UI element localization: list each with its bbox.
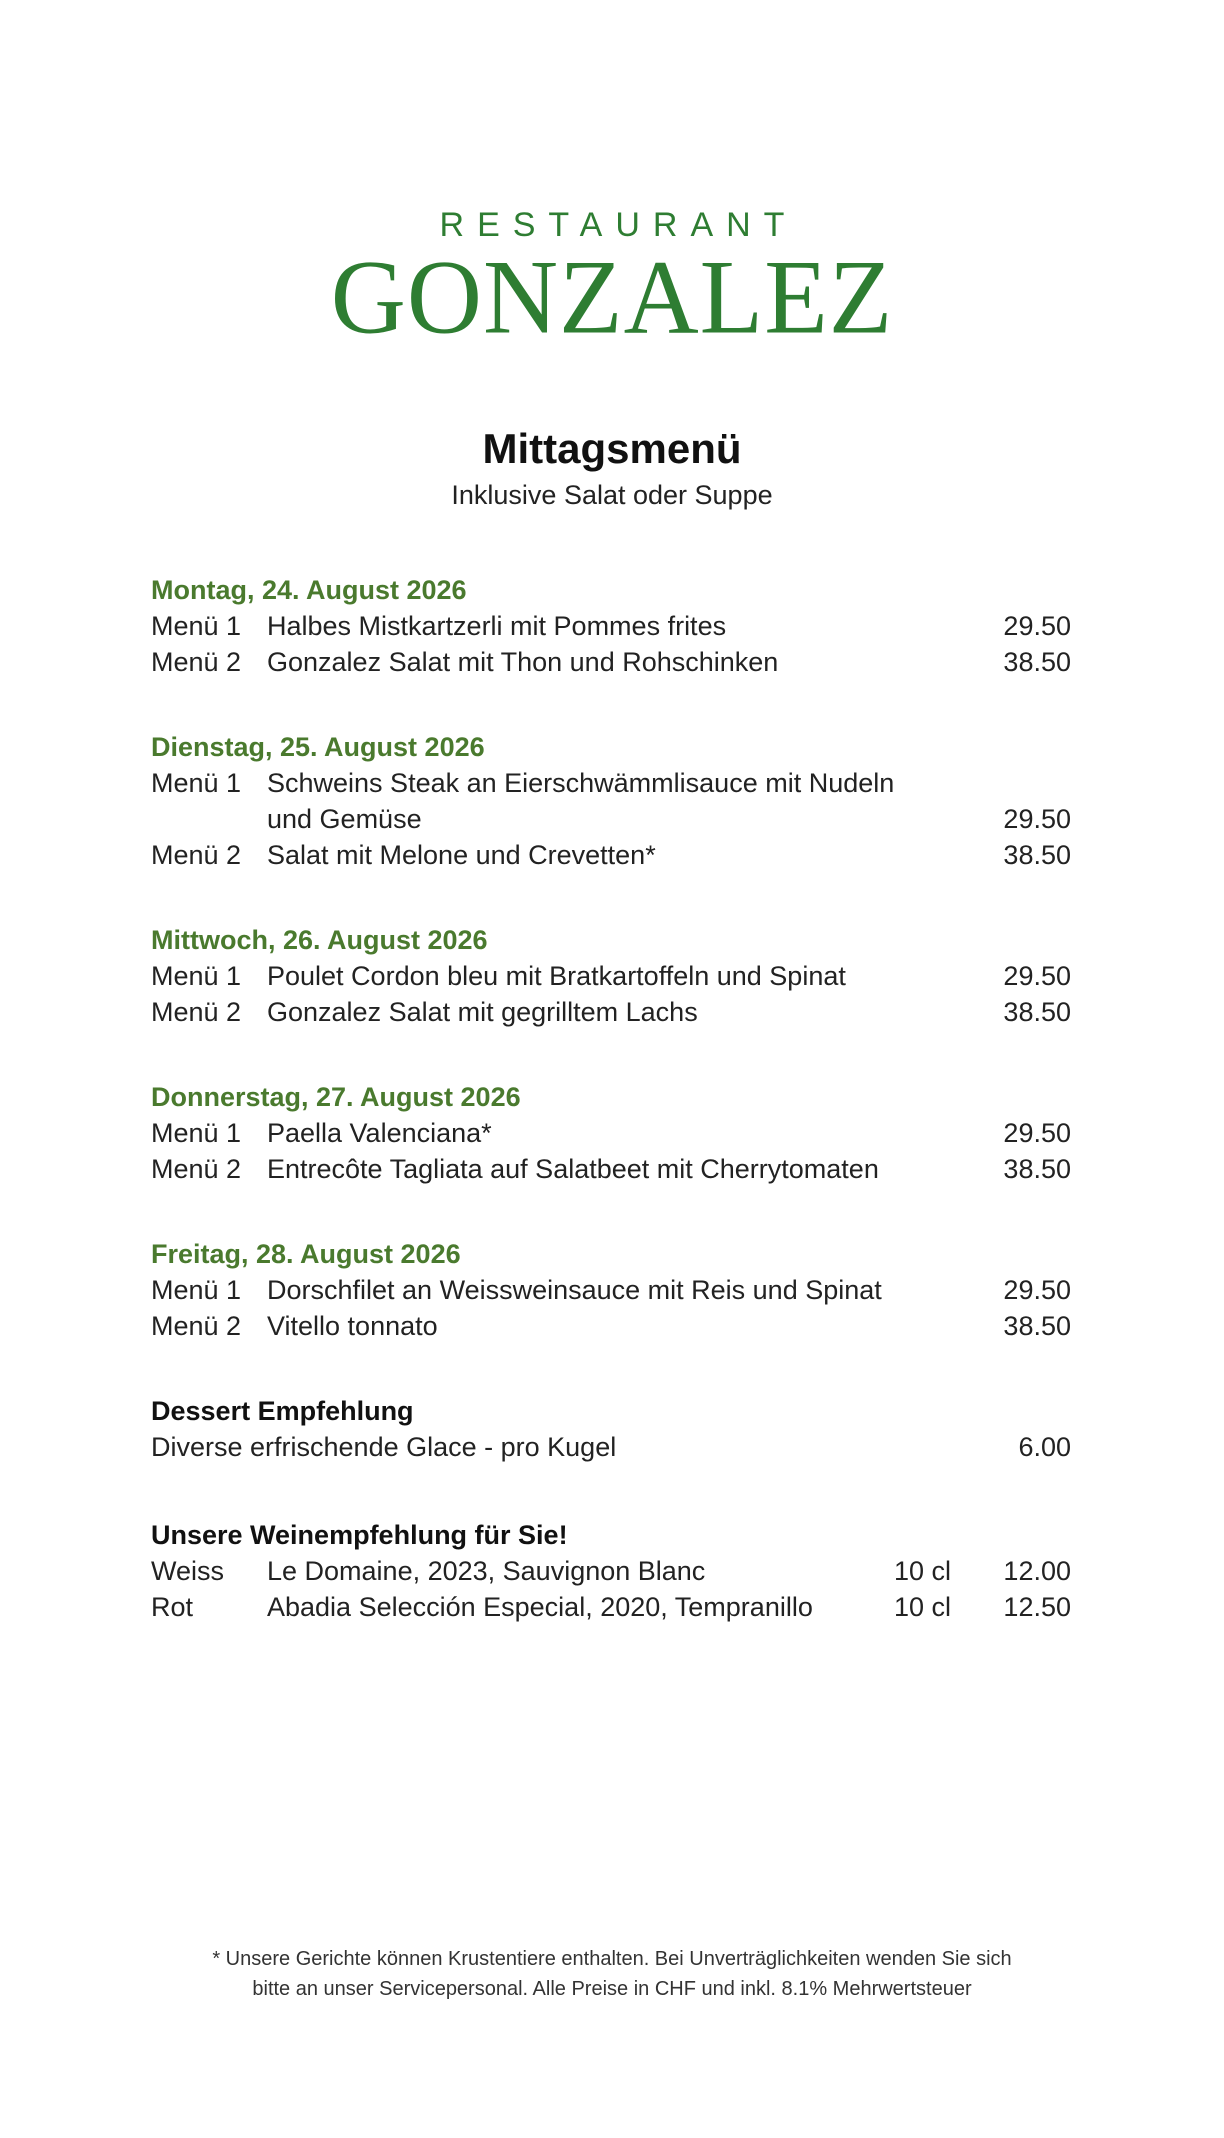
menu-price: 38.50 bbox=[1003, 1154, 1071, 1184]
menu-row bbox=[151, 608, 1071, 644]
menu-content bbox=[151, 572, 1071, 1625]
menu-description: Salat mit Melone und Crevetten* bbox=[267, 840, 656, 870]
day-section-thursday bbox=[151, 1079, 1071, 1187]
dessert-description: Diverse erfrischende Glace - pro Kugel bbox=[151, 1432, 617, 1462]
logo-name-text: GONZALEZ bbox=[330, 238, 894, 357]
wine-row bbox=[151, 1553, 1071, 1589]
menu-description: Vitello tonnato bbox=[267, 1311, 438, 1341]
wine-size: 10 cl bbox=[893, 1592, 951, 1622]
menu-description: Schweins Steak an Eierschwämmlisauce mit Nudeln und Gemüse bbox=[267, 768, 895, 834]
wine-description: Le Domaine, 2023, Sauvignon Blanc bbox=[267, 1556, 706, 1586]
menu-price: 29.50 bbox=[1003, 961, 1071, 991]
wine-size: 10 cl bbox=[893, 1556, 951, 1586]
dessert-price: 6.00 bbox=[1018, 1432, 1071, 1462]
day-title: Dienstag, 25. August 2026 bbox=[151, 732, 485, 762]
logo-restaurant-text: RESTAURANT bbox=[439, 206, 798, 244]
day-title: Montag, 24. August 2026 bbox=[151, 575, 467, 605]
wine-section bbox=[151, 1517, 1071, 1625]
dessert-section bbox=[151, 1393, 1071, 1465]
restaurant-logo bbox=[0, 205, 1224, 357]
day-title: Donnerstag, 27. August 2026 bbox=[151, 1082, 521, 1112]
menu-price: 29.50 bbox=[1003, 1275, 1071, 1305]
menu-price: 38.50 bbox=[1003, 1311, 1071, 1341]
menu-price: 38.50 bbox=[1003, 647, 1071, 677]
footer-line: bitte an unser Servicepersonal. Alle Preise in CHF und inkl. 8.1% Mehrwertsteuer bbox=[252, 1978, 972, 2000]
wine-price: 12.00 bbox=[1003, 1556, 1071, 1586]
menu-price: 38.50 bbox=[1003, 997, 1071, 1027]
menu-label: Menü 1 bbox=[151, 1118, 242, 1148]
menu-label: Menü 2 bbox=[151, 997, 242, 1027]
menu-row bbox=[151, 958, 1071, 994]
menu-row bbox=[151, 837, 1071, 873]
wine-label: Rot bbox=[151, 1592, 194, 1622]
menu-label: Menü 1 bbox=[151, 1275, 242, 1305]
day-section-wednesday bbox=[151, 922, 1071, 1030]
day-section-monday bbox=[151, 572, 1071, 680]
menu-price: 29.50 bbox=[1003, 804, 1071, 834]
day-title: Freitag, 28. August 2026 bbox=[151, 1239, 461, 1269]
menu-label: Menü 1 bbox=[151, 961, 242, 991]
wine-description: Abadia Selección Especial, 2020, Tempranillo bbox=[267, 1592, 813, 1622]
menu-row bbox=[151, 1151, 1071, 1187]
menu-label: Menü 2 bbox=[151, 647, 242, 677]
day-section-friday bbox=[151, 1236, 1071, 1344]
wine-row bbox=[151, 1589, 1071, 1625]
menu-label: Menü 2 bbox=[151, 840, 242, 870]
menu-description: Gonzalez Salat mit gegrilltem Lachs bbox=[267, 997, 698, 1027]
menu-description: Poulet Cordon bleu mit Bratkartoffeln und Spinat bbox=[267, 961, 846, 991]
menu-description: Dorschfilet an Weissweinsauce mit Reis und Spinat bbox=[267, 1275, 882, 1305]
menu-price: 38.50 bbox=[1003, 840, 1071, 870]
menu-row bbox=[151, 1308, 1071, 1344]
menu-row bbox=[151, 1115, 1071, 1151]
menu-row bbox=[151, 1272, 1071, 1308]
menu-description: Entrecôte Tagliata auf Salatbeet mit Cherrytomaten bbox=[267, 1154, 879, 1184]
menu-description: Halbes Mistkartzerli mit Pommes frites bbox=[267, 611, 727, 641]
menu-row bbox=[151, 765, 1071, 837]
dessert-row bbox=[151, 1429, 1071, 1465]
menu-price: 29.50 bbox=[1003, 1118, 1071, 1148]
page-subtitle: Inklusive Salat oder Suppe bbox=[451, 480, 773, 510]
page-title: Mittagsmenü bbox=[482, 425, 742, 472]
footer-note bbox=[0, 1944, 1224, 2004]
footer-line: * Unsere Gerichte können Krustentiere enthalten. Bei Unverträglichkeiten wenden Sie sich bbox=[212, 1948, 1012, 1970]
menu-label: Menü 2 bbox=[151, 1311, 242, 1341]
dessert-title: Dessert Empfehlung bbox=[151, 1396, 414, 1426]
menu-row bbox=[151, 994, 1071, 1030]
day-section-tuesday bbox=[151, 729, 1071, 873]
menu-label: Menü 2 bbox=[151, 1154, 242, 1184]
wine-price: 12.50 bbox=[1003, 1592, 1071, 1622]
menu-description: Paella Valenciana* bbox=[267, 1118, 492, 1148]
menu-row bbox=[151, 644, 1071, 680]
menu-label: Menü 1 bbox=[151, 768, 242, 798]
menu-label: Menü 1 bbox=[151, 611, 242, 641]
menu-price: 29.50 bbox=[1003, 611, 1071, 641]
wine-label: Weiss bbox=[151, 1556, 225, 1586]
wine-title: Unsere Weinempfehlung für Sie! bbox=[151, 1520, 568, 1550]
menu-heading bbox=[0, 422, 1224, 514]
day-title: Mittwoch, 26. August 2026 bbox=[151, 925, 488, 955]
menu-description: Gonzalez Salat mit Thon und Rohschinken bbox=[267, 647, 779, 677]
